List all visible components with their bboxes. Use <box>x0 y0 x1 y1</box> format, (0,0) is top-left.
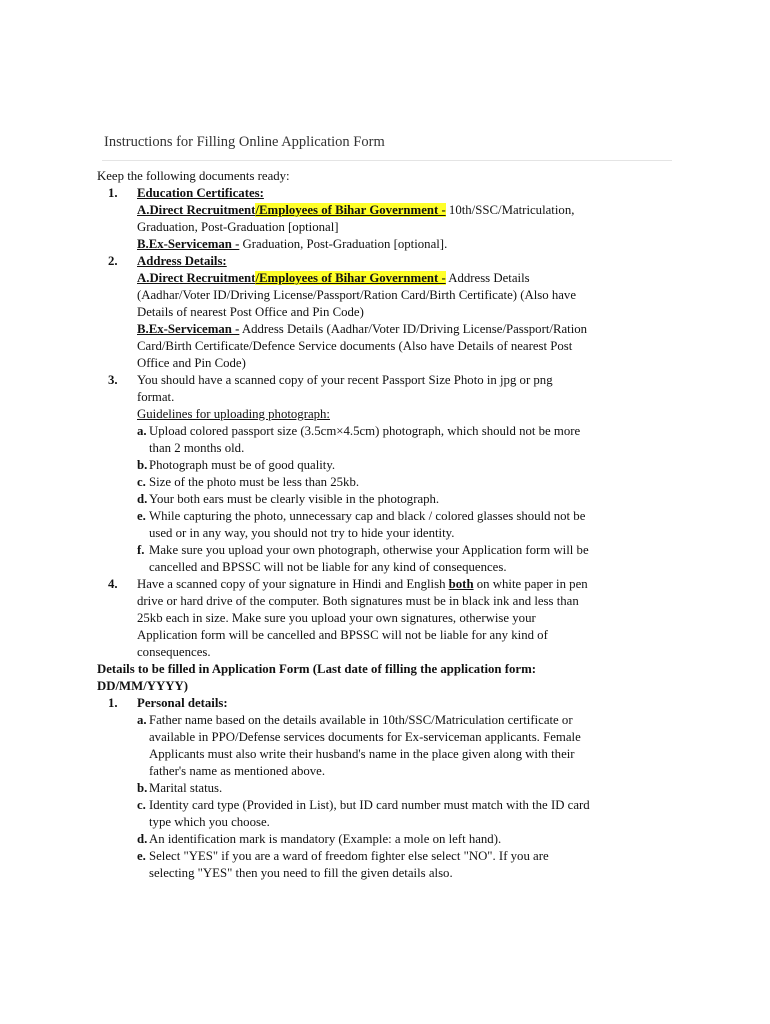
document-title: Instructions for Filling Online Application Form <box>104 134 385 150</box>
item-heading: Education Certificates: <box>137 186 264 200</box>
sub-line: Marital status. <box>149 781 223 795</box>
item-line: Card/Birth Certificate/Defence Service documents (Also have Details of nearest Post <box>137 339 573 353</box>
sub-line: Make sure you upload your own photograph, otherwise your Application form will be <box>149 543 589 557</box>
sub-line: Your both ears must be clearly visible in the photograph. <box>149 492 440 506</box>
guidelines-heading: Guidelines for uploading photograph: <box>137 407 330 421</box>
list-item-education <box>97 185 677 253</box>
item-text: Graduation, Post-Graduation [optional]. <box>239 237 448 251</box>
section-heading <box>97 661 677 695</box>
sub-line: Identity card type (Provided in List), but ID card number must match with the ID card <box>149 798 590 812</box>
sub-line: Size of the photo must be less than 25kb. <box>149 475 360 489</box>
list-item-signature <box>97 576 677 661</box>
item-line <box>137 321 677 338</box>
item-line: format. <box>137 390 175 404</box>
sub-item <box>137 848 677 882</box>
sub-line: Upload colored passport size (3.5cm×4.5cm) photograph, which should not be more <box>149 424 581 438</box>
sub-letter: a. <box>137 424 147 438</box>
sub-item <box>137 508 677 542</box>
item-line: consequences. <box>137 645 211 659</box>
sub-item <box>137 542 677 576</box>
item-line: (Aadhar/Voter ID/Driving License/Passport/Ration Card/Birth Certificate) (Also have <box>137 288 577 302</box>
sub-item <box>137 457 677 474</box>
sub-item <box>137 712 677 780</box>
sub-item <box>137 780 677 797</box>
item-line: 25kb each in size. Make sure you upload your own signatures, otherwise your <box>137 611 536 625</box>
section-heading-line: Details to be filled in Application Form (Last date of filling the application form: <box>97 662 536 676</box>
sub-letter: d. <box>137 832 148 846</box>
list-item-personal <box>97 695 677 882</box>
sub-item <box>137 831 677 848</box>
sub-letter: b. <box>137 458 148 472</box>
item-line <box>137 576 677 593</box>
item-line: Details of nearest Post Office and Pin Code) <box>137 305 364 319</box>
sub-item <box>137 491 677 508</box>
item-number: 1. <box>108 696 118 710</box>
intro-text: Keep the following documents ready: <box>97 169 290 183</box>
item-line <box>137 270 677 287</box>
item-number: 2. <box>108 254 118 268</box>
sub-line: Father name based on the details available in 10th/SSC/Matriculation certificate or <box>149 713 573 727</box>
item-line: drive or hard drive of the computer. Both signatures must be in black ink and less than <box>137 594 579 608</box>
item-number: 3. <box>108 373 118 387</box>
list-item-photo <box>97 372 677 576</box>
sub-letter: b. <box>137 781 148 795</box>
item-text: on white paper in pen <box>473 577 588 591</box>
sub-line: selecting "YES" then you need to fill the given details also. <box>149 866 453 880</box>
title-divider <box>102 160 672 161</box>
sub-letter: c. <box>137 798 146 812</box>
sub-item <box>137 423 677 457</box>
item-text: Address Details (Aadhar/Voter ID/Driving License/Passport/Ration <box>239 322 588 336</box>
sub-line: An identification mark is mandatory (Example: a mole on left hand). <box>149 832 502 846</box>
item-text: Have a scanned copy of your signature in Hindi and English <box>137 577 449 591</box>
sub-line: While capturing the photo, unnecessary cap and black / colored glasses should not be <box>149 509 586 523</box>
sub-letter: c. <box>137 475 146 489</box>
sub-item <box>137 474 677 491</box>
sub-letter: e. <box>137 509 146 523</box>
sub-line: Applicants must also write their husband's name in the place given along with their <box>149 747 575 761</box>
sub-line: cancelled and BPSSC will not be liable for any kind of consequences. <box>149 560 507 574</box>
item-line <box>137 236 677 253</box>
item-heading: Personal details: <box>137 696 228 710</box>
item-number: 4. <box>108 577 118 591</box>
item-line <box>137 202 677 219</box>
document-body <box>97 168 677 882</box>
sub-line: used or in any way, you should not try to hide your identity. <box>149 526 455 540</box>
sub-letter: d. <box>137 492 148 506</box>
sub-line: available in PPO/Defense services documents for Ex-serviceman applicants. Female <box>149 730 581 744</box>
item-line: Application form will be cancelled and BPSSC will not be liable for any kind of <box>137 628 548 642</box>
item-heading: Address Details: <box>137 254 227 268</box>
sub-line: Select "YES" if you are a ward of freedom fighter else select "NO". If you are <box>149 849 549 863</box>
section-heading-line: DD/MM/YYYY) <box>97 679 188 693</box>
highlighted-label: /Employees of Bihar Government - <box>255 203 446 217</box>
item-number: 1. <box>108 186 118 200</box>
item-line: Graduation, Post-Graduation [optional] <box>137 220 339 234</box>
list-item-address <box>97 253 677 372</box>
lead-label: A.Direct Recruitment <box>137 203 256 217</box>
emphasis-text: both <box>448 577 474 591</box>
lead-label: B.Ex-Serviceman - <box>137 237 240 251</box>
sub-line: father's name as mentioned above. <box>149 764 326 778</box>
item-text: Address Details <box>445 271 530 285</box>
sub-letter: a. <box>137 713 147 727</box>
lead-label: A.Direct Recruitment <box>137 271 256 285</box>
highlighted-label: /Employees of Bihar Government - <box>255 271 446 285</box>
item-line: You should have a scanned copy of your recent Passport Size Photo in jpg or png <box>137 373 553 387</box>
sub-item <box>137 797 677 831</box>
lead-label: B.Ex-Serviceman - <box>137 322 240 336</box>
sub-line: Photograph must be of good quality. <box>149 458 336 472</box>
sub-line: than 2 months old. <box>149 441 245 455</box>
sub-letter: f. <box>137 543 145 557</box>
item-line: Office and Pin Code) <box>137 356 246 370</box>
item-text: 10th/SSC/Matriculation, <box>445 203 575 217</box>
sub-line: type which you choose. <box>149 815 270 829</box>
sub-letter: e. <box>137 849 146 863</box>
